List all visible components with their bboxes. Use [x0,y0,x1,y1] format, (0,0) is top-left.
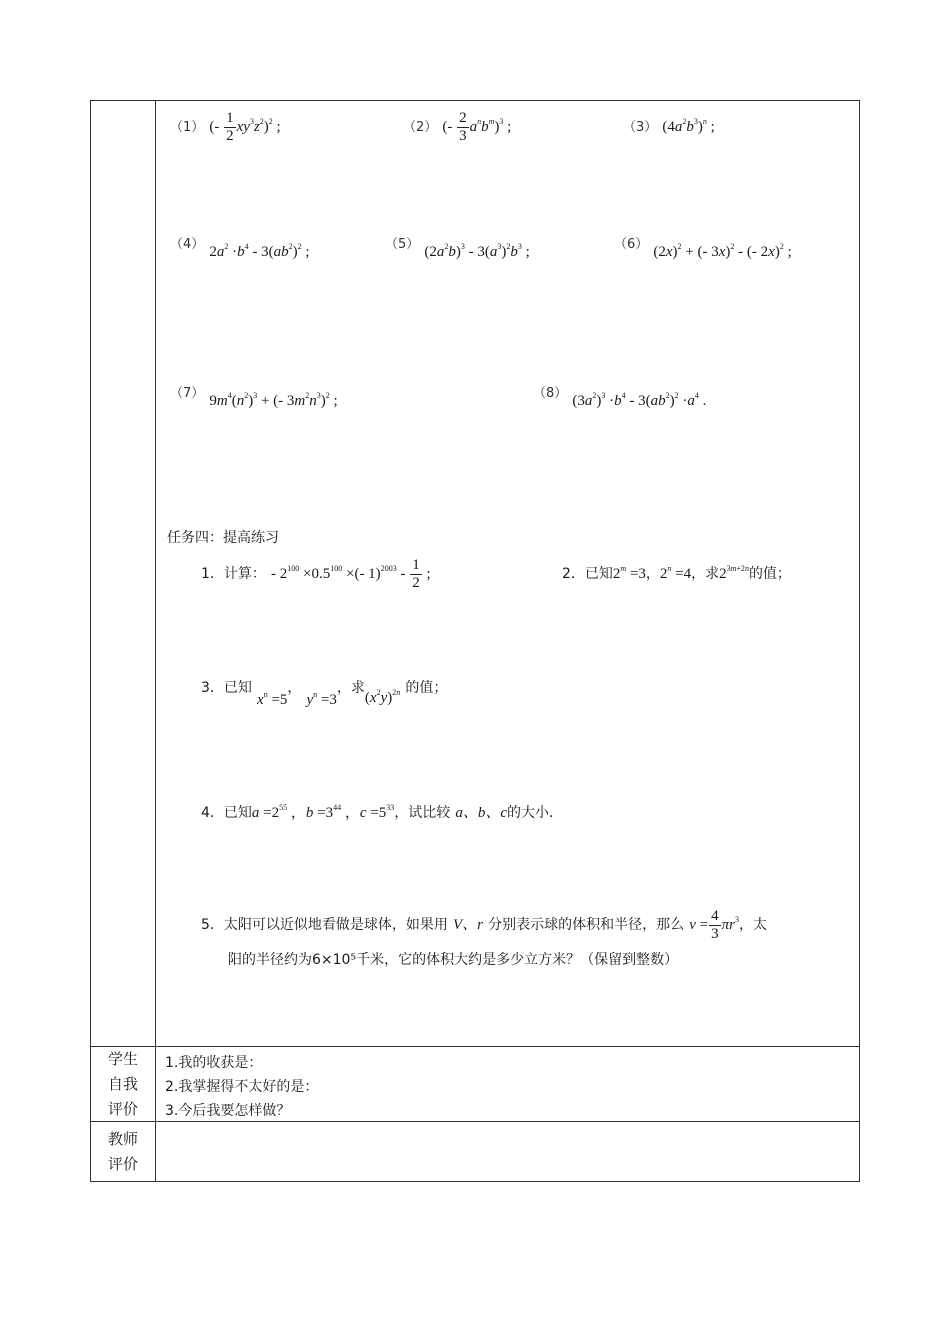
exercise-6 [614,233,792,260]
q2-given-2: $2^n =4$ [659,564,692,582]
exercise-label: （6） [614,237,649,252]
q3-given-2: $y^n =3$ [306,690,337,708]
table-top-border [90,100,860,101]
task4-q2: 2．已知$2^m =3$，$2^n =4$，求$2^{3m+2n}$的值； [562,564,791,582]
q2-given: $2^m =3$ [612,564,646,582]
exercise-label: （4） [170,237,205,252]
exercise-label: （8） [533,386,568,401]
task4-q5: 5．太阳可以近似地看做是球体，如果用 V、r 分别表示球的体积和半径，那么 v = $\frac{4}{3}$ $\pi r^3$，太 [201,908,767,942]
teacher-eval-header: 教师 评价 [107,1130,138,1173]
exercise-formula: (- $\frac{1}{2}$ $xy^3z^2)^2$ ; [209,110,281,144]
exercise-label: （2） [403,119,438,135]
exercise-3 [623,116,715,136]
exercise-formula: (- $\frac{2}{3}$ $a^nb^m)^3$ ; [442,110,512,144]
self-eval-items [165,1051,318,1123]
exercise-1 [170,110,281,145]
self-eval-item: 2.我掌握得不太好的是： [165,1079,319,1095]
self-eval-item: 1.我的收获是： [165,1055,263,1071]
q2-target: $2^{3m+2n}$ [719,564,749,582]
self-eval-item: 3.今后我要怎样做？ [165,1103,291,1119]
exercise-formula: $(2x)^2$ + (- 3x)$^2$ - (- 2x)$^2$ ; [653,242,792,260]
self-eval-header: 学生 自我 评价 [107,1050,138,1118]
exercise-4 [170,233,310,260]
q5-vars: V、r [453,916,484,933]
q3-given: $x^n =5$ [257,690,288,708]
q5-formula: v = $\frac{4}{3}$ $\pi r^3$ [689,908,739,942]
exercise-2 [403,110,511,145]
exercise-label: （5） [385,237,420,252]
exercise-5 [385,233,530,260]
exercise-formula: $2a^2 \cdot b^4 - 3(ab^2)^2$ ; [209,242,310,260]
exercise-formula: $(4a^2b^3)^n$ ; [662,117,715,135]
task4-q1 [201,557,431,592]
task4-q4: 4．已知$a =2^{55}$ ，$b =3^{44}$ ，$c =5^{33}$，试比较 a、b、c的大小． [201,803,564,821]
exercise-formula: $9m^4(n^2)^3$ + (- $3m^2n^3)^2$ ; [209,391,338,409]
q5-line2: 阳的半径约为6×10⁵千米，它的体积大约是多少立方米？（保留到整数） [228,952,679,968]
q3-prefix: 3．已知 [201,680,252,696]
table-bottom-border [90,1181,860,1182]
table-right-border [859,100,860,1182]
exercise-formula: $(3a^2)^3 \cdot b^4 - 3(ab^2)^2 \cdot a^4$ . [572,391,707,409]
task4-title: 任务四：提高练习 [167,530,279,546]
exercise-formula: $(2a^2b)^3 - 3(a^3)^2b^3$ ; [424,242,530,260]
q1-formula: - $2^{100} \times 0.5^{100}$ ×(- 1)$^{2003}$ - $\frac{1}{2}$ ; [271,557,431,591]
q4-prefix: 4．已知 [201,805,252,821]
exercise-8 [533,382,707,409]
q2-prefix: 2．已知 [562,566,613,582]
q3-target: $(x^2y)^{2n}$ [364,688,401,706]
exercise-7 [170,382,338,409]
exercise-label: （1） [170,119,205,135]
exercise-label: （3） [623,120,658,135]
q1-prefix: 1．计算： [201,565,266,582]
q5-text: 5．太阳可以近似地看做是球体，如果用 [201,916,448,933]
table-left-border [90,100,91,1182]
exercise-label: （7） [170,386,205,401]
task4-q3: 3．已知 $x^n =5$， $y^n =3$，求$(x^2y)^{2n}$ 的值； [201,680,448,708]
table-inner-divider [155,100,156,1182]
row-divider-1 [90,1046,860,1047]
q4-values: $a =2^{55}$ ，$b =3^{44}$ ，$c =5^{33}$ [251,803,395,821]
q4-vars: a、b、c [455,805,508,821]
